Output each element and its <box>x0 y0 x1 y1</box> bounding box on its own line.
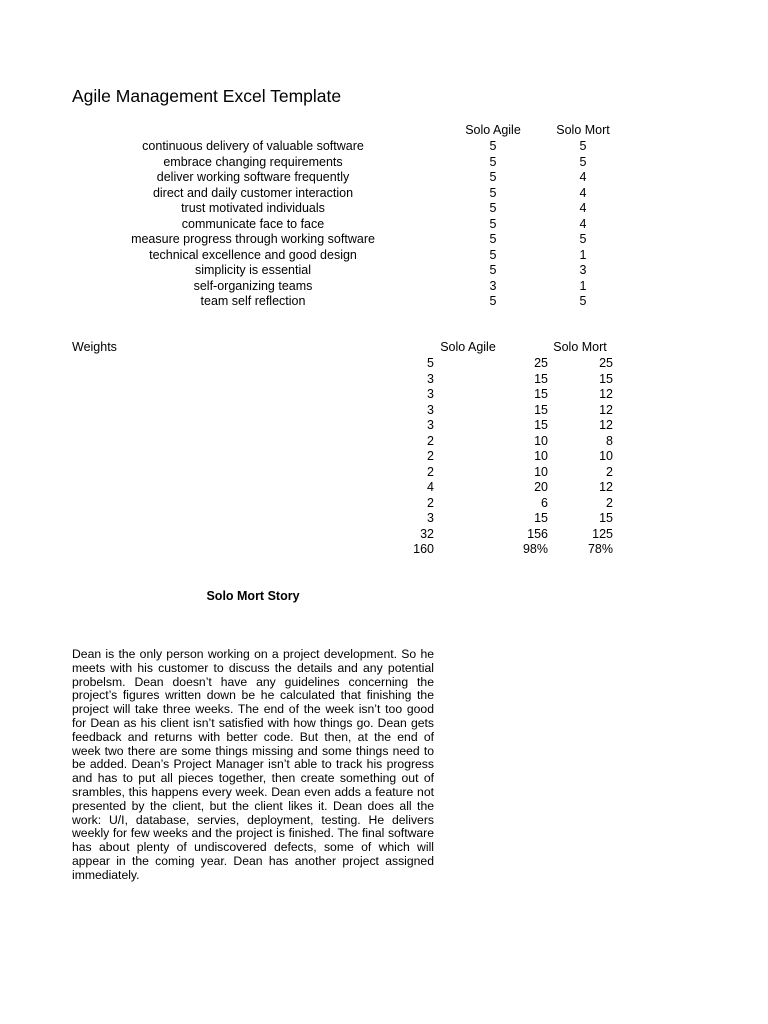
rating-solo-mort: 5 <box>579 139 587 153</box>
rating-solo-agile: 5 <box>489 263 497 277</box>
story-text: Dean is the only person working on a project development. So he meets with his customer to discuss the details and any potential probelsm. Dean doesn’t have any guidelines concerning the project’s figures written down be he calculated that finishing the project will take three weeks. The end of the week isn’t too good for Dean as his client isn’t satisfied with how things go. Dean gets feedback and returns with better code. But then, at the end of week two there are some things missing and some things need to be added. Dean’s Project Manager isn’t able to track his progress and has to put all pieces together, then create something out of srambles, this happens every week. Dean even adds a feature not presented by the client, but the client likes it. Dean does all the work: U/I, database, servies, deployment, testing. He delivers weekly for few weeks and the project is finished. The final software has about plenty of undiscovered defects, some of which will appear in the coming year. Dean has another project assigned immediately. <box>72 647 434 882</box>
weighted-row-solo-mort: 10 <box>599 449 613 463</box>
weighted-row-solo-mort: 2 <box>606 495 613 510</box>
criterion-label: measure progress through working software <box>131 232 375 246</box>
weighted-row-solo-agile: 10 <box>534 433 548 448</box>
weights-label: Weights <box>72 340 117 354</box>
page-title: Agile Management Excel Template <box>72 86 342 106</box>
criterion-label: technical excellence and good design <box>149 247 357 262</box>
weighted-row-weight: 3 <box>427 418 434 432</box>
rating-solo-mort: 5 <box>579 154 587 169</box>
rating-solo-mort: 4 <box>579 216 587 231</box>
weighted-row-weight: 2 <box>427 449 434 463</box>
rating-solo-agile: 5 <box>489 232 497 246</box>
weighted-row-solo-mort: 15 <box>599 371 613 386</box>
rating-solo-agile: 3 <box>489 278 497 293</box>
weighted-row-weight: 3 <box>427 511 434 525</box>
rating-solo-mort: 4 <box>579 201 587 215</box>
rating-solo-agile: 5 <box>489 170 497 184</box>
rating-solo-agile: 5 <box>489 201 497 215</box>
weighted-row-solo-mort: 25 <box>599 356 613 370</box>
weighted-row-solo-agile: 10 <box>534 464 548 479</box>
weights-max-solo-agile: 98% <box>522 542 548 556</box>
weights-total-solo-mort: 125 <box>592 526 613 541</box>
weighted-row-solo-mort: 15 <box>599 511 613 525</box>
weighted-row-weight: 3 <box>427 371 434 386</box>
rating-solo-mort: 1 <box>579 247 587 262</box>
weighted-row-solo-agile: 10 <box>534 449 548 463</box>
criterion-label: direct and daily customer interaction <box>152 185 354 200</box>
rating-solo-agile: 5 <box>489 185 497 200</box>
weighted-row-solo-agile: 15 <box>534 371 548 386</box>
weighted-row-solo-agile: 15 <box>534 387 548 401</box>
rating-solo-mort: 5 <box>579 294 587 308</box>
weighted-row-solo-agile: 6 <box>541 495 548 510</box>
weights-total-solo-agile: 156 <box>527 526 548 541</box>
weights-max-weight: 160 <box>413 542 434 556</box>
weights-total-weight: 32 <box>420 526 434 541</box>
ratings-header-solo-mort: Solo Mort <box>556 123 610 137</box>
rating-solo-mort: 1 <box>579 278 587 293</box>
weighted-row-weight: 2 <box>427 495 434 510</box>
rating-solo-agile: 5 <box>489 154 497 169</box>
rating-solo-agile: 5 <box>489 216 497 231</box>
weighted-row-weight: 3 <box>427 387 434 401</box>
rating-solo-mort: 4 <box>579 185 587 200</box>
weighted-row-solo-agile: 15 <box>534 418 548 432</box>
weighted-row-weight: 2 <box>427 433 434 448</box>
ratings-header-solo-agile: Solo Agile <box>465 123 521 137</box>
weighted-row-solo-mort: 12 <box>599 402 613 417</box>
weighted-row-weight: 5 <box>427 356 434 370</box>
criterion-label: self-organizing teams <box>193 278 313 293</box>
weighted-row-solo-mort: 8 <box>606 433 613 448</box>
rating-solo-mort: 5 <box>579 232 587 246</box>
weighted-row-solo-mort: 12 <box>599 387 613 401</box>
criterion-label: trust motivated individuals <box>181 201 325 215</box>
criterion-label: deliver working software frequently <box>156 170 350 184</box>
weights-header-solo-mort: Solo Mort <box>553 340 607 354</box>
rating-solo-mort: 4 <box>579 170 587 184</box>
criterion-label: communicate face to face <box>181 216 325 231</box>
criterion-label: embrace changing requirements <box>163 154 343 169</box>
story-heading: Solo Mort Story <box>206 589 300 603</box>
weighted-row-solo-agile: 20 <box>534 480 548 494</box>
rating-solo-agile: 5 <box>489 139 497 153</box>
weighted-row-solo-agile: 25 <box>534 356 548 370</box>
criterion-label: continuous delivery of valuable software <box>142 139 364 153</box>
weighted-row-solo-mort: 12 <box>599 418 613 432</box>
rating-solo-agile: 5 <box>489 247 497 262</box>
weighted-row-solo-agile: 15 <box>534 511 548 525</box>
rating-solo-mort: 3 <box>579 263 587 277</box>
weighted-row-solo-mort: 12 <box>599 480 613 494</box>
weighted-row-weight: 2 <box>427 464 434 479</box>
weights-header-solo-agile: Solo Agile <box>440 340 496 354</box>
weighted-row-weight: 3 <box>427 402 434 417</box>
criterion-label: simplicity is essential <box>194 263 311 277</box>
weighted-row-weight: 4 <box>427 480 434 494</box>
weighted-row-solo-mort: 2 <box>606 464 613 479</box>
rating-solo-agile: 5 <box>489 294 497 308</box>
weights-max-solo-mort: 78% <box>587 542 613 556</box>
weighted-row-solo-agile: 15 <box>534 402 548 417</box>
criterion-label: team self reflection <box>200 294 306 308</box>
